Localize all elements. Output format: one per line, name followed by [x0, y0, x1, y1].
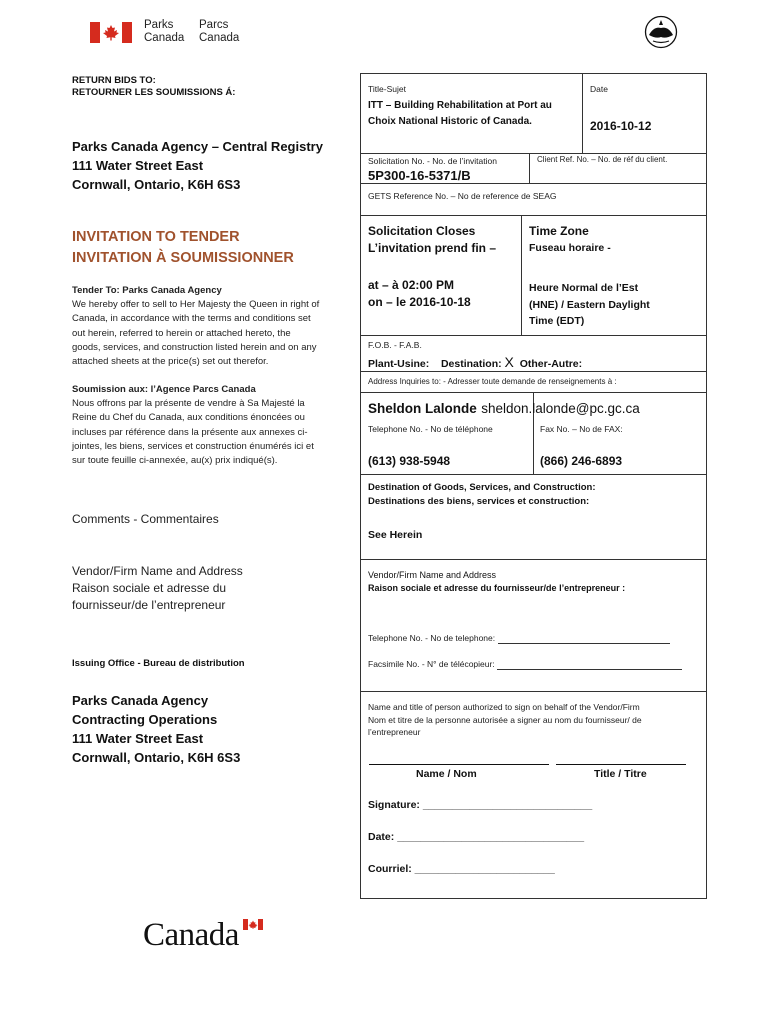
- facsimile-field[interactable]: [368, 659, 682, 670]
- destination-mark: X: [504, 354, 514, 370]
- authorized-line: Name and title of person authorized to sign on behalf of the Vendor/Firm: [368, 702, 640, 712]
- soumission-line: Nous offrons par la présente de vendre à Sa Majesté la: [72, 398, 305, 410]
- agency-en-line2: Canada: [144, 32, 185, 44]
- facsimile-label: Facsimile No. - N° de télécopieur:: [368, 659, 495, 669]
- registry-line: Cornwall, Ontario, K6H 6S3: [72, 177, 241, 192]
- return-bids-label: [72, 75, 235, 99]
- itt-heading-en: INVITATION TO TENDER: [72, 229, 240, 245]
- gets-reference-label: GETS Reference No. – No de reference de SEAG: [368, 191, 557, 201]
- signature-field[interactable]: [368, 799, 592, 811]
- time-zone-label: [529, 223, 611, 256]
- agency-fr-line1: Parcs: [199, 19, 229, 31]
- address-inquiries-label: Address Inquiries to: - Adresser toute demande de renseignements à :: [368, 377, 617, 386]
- issuing-line: Cornwall, Ontario, K6H 6S3: [72, 750, 241, 765]
- signature-label: Signature:: [368, 799, 423, 811]
- issuing-line: 111 Water Street East: [72, 731, 204, 746]
- canada-flag-icon: [90, 22, 132, 43]
- registry-line: Parks Canada Agency – Central Registry: [72, 139, 323, 154]
- tender-to-line: Canada, in accordance with the terms and conditions set: [72, 313, 311, 325]
- time-zone-en: Time Zone: [529, 224, 589, 238]
- contact-info: [368, 400, 640, 418]
- fax-value: (866) 246-6893: [540, 454, 623, 468]
- vendor-telephone-line[interactable]: [498, 633, 670, 644]
- courriel-field[interactable]: [368, 863, 555, 875]
- vendor-firm-label: [368, 569, 625, 594]
- signature-blank[interactable]: _____________________________: [422, 799, 593, 811]
- time-zone-fr: Fuseau horaire -: [529, 242, 611, 254]
- see-herein-text: See Herein: [368, 529, 423, 541]
- agency-fr-line2: Canada: [199, 32, 240, 44]
- vendor-line: Vendor/Firm Name and Address: [72, 564, 243, 578]
- agency-en-line1: Parks: [144, 19, 174, 31]
- contact-name: Sheldon Lalonde: [368, 401, 477, 416]
- telephone-label: Telephone No. - No de téléphone: [368, 424, 493, 434]
- vendor-line: Raison sociale et adresse du: [72, 581, 227, 595]
- closes-fr: L’invitation prend fin –: [368, 241, 497, 255]
- time-zone-value: [529, 280, 650, 330]
- wordmark-flag-icon: [243, 919, 263, 930]
- date-sig-blank[interactable]: ________________________________: [397, 831, 585, 843]
- tender-to-block: [72, 284, 357, 369]
- return-bids-fr: RETOURNER LES SOUMISSIONS Á:: [72, 87, 236, 98]
- facsimile-line[interactable]: [497, 659, 682, 670]
- client-ref-label: Client Ref. No. – No. de réf du client.: [537, 155, 668, 164]
- solicitation-closes-label: [368, 223, 496, 257]
- date-sig-label: Date:: [368, 831, 398, 843]
- title-value-line: Choix National Historic of Canada.: [368, 116, 532, 127]
- solicitation-no-value: 5P300-16-5371/B: [368, 168, 471, 183]
- title-value: [368, 98, 552, 130]
- canada-wordmark-text: Canada: [143, 917, 239, 953]
- date-label: Date: [590, 84, 608, 94]
- title-label: Title-Sujet: [368, 84, 406, 94]
- fax-label: Fax No. – No de FAX:: [540, 424, 623, 434]
- tender-to-line: attached sheets at the price(s) set out therefor.: [72, 356, 269, 368]
- other-autre-label: Other-Autre:: [519, 358, 583, 370]
- vendor-line: fournisseur/de l’entrepreneur: [72, 598, 226, 612]
- vendor-telephone-label: Telephone No. - No de telephone:: [368, 633, 496, 643]
- closing-date: on – le 2016-10-18: [368, 295, 471, 309]
- soumission-line: incluses par référence dans la présente aux annexes ci-: [72, 426, 308, 438]
- tender-form-box: [360, 73, 707, 899]
- solicitation-no-label: Solicitation No. - No. de l’invitation: [368, 156, 497, 166]
- date-value: 2016-10-12: [590, 119, 652, 133]
- title-sig-label: Title / Titre: [594, 768, 647, 780]
- date-sig-field[interactable]: [368, 831, 584, 843]
- fob-options: [368, 356, 582, 370]
- title-signature-line[interactable]: [556, 764, 686, 765]
- tender-to-line: goods, services, and construction listed herein and on any: [72, 341, 317, 353]
- parks-canada-beaver-logo-icon: [644, 15, 678, 49]
- closing-datetime: [368, 277, 471, 311]
- registry-line: 111 Water Street East: [72, 158, 204, 173]
- tender-to-label: Tender To: Parks Canada Agency: [72, 285, 222, 296]
- closes-en: Solicitation Closes: [368, 224, 476, 238]
- itt-heading: [72, 227, 294, 269]
- tz-line: Time (EDT): [529, 315, 585, 327]
- return-bids-en: RETURN BIDS TO:: [72, 75, 156, 86]
- closing-time: at – à 02:00 PM: [368, 278, 455, 292]
- agency-name-fr: [199, 19, 239, 45]
- tender-to-line: We hereby offer to sell to Her Majesty the Queen in right of: [72, 299, 320, 311]
- contact-email: sheldon.lalonde@pc.gc.ca: [481, 401, 640, 416]
- authorized-person-label: [368, 701, 642, 739]
- soumission-label: Soumission aux: l’Agence Parcs Canada: [72, 384, 256, 395]
- vendor-label-left: [72, 563, 243, 614]
- name-label: Name / Nom: [416, 768, 477, 780]
- title-value-line: ITT – Building Rehabilitation at Port au: [368, 100, 552, 111]
- agency-name-en: [144, 19, 184, 45]
- destination-label: Destination:: [440, 358, 502, 370]
- authorized-line: l’entrepreneur: [368, 727, 421, 737]
- canada-wordmark: [143, 917, 265, 953]
- tz-line: Heure Normal de l’Est: [529, 282, 639, 294]
- vendor-telephone-field[interactable]: [368, 633, 670, 644]
- destination-goods-line: Destinations des biens, services et construction:: [368, 495, 590, 507]
- name-signature-line[interactable]: [369, 764, 549, 765]
- registry-address: [72, 137, 323, 194]
- destination-goods-line: Destination of Goods, Services, and Construction:: [368, 482, 596, 493]
- soumission-line: sur toute feuille ci-annexée, au(x) prix indiqué(s).: [72, 455, 278, 467]
- soumission-block: [72, 383, 357, 468]
- destination-goods-label: [368, 481, 596, 508]
- courriel-label: Courriel:: [368, 863, 415, 875]
- plant-usine-label: Plant-Usine:: [368, 358, 430, 370]
- telephone-value: (613) 938-5948: [368, 454, 451, 468]
- comments-label: Comments - Commentaires: [72, 512, 219, 526]
- tz-line: (HNE) / Eastern Daylight: [529, 298, 650, 311]
- authorized-line: Nom et titre de la personne autorisée a signer au nom du fournisseur/ de: [368, 714, 642, 725]
- issuing-line: Contracting Operations: [72, 712, 218, 727]
- vendor-firm-line: Vendor/Firm Name and Address: [368, 570, 497, 580]
- soumission-line: jointes, les biens, services et construction énumérés ici et: [72, 440, 314, 452]
- tender-to-line: out herein, referred to herein or attached hereto, the: [72, 327, 291, 339]
- vendor-firm-line: Raison sociale et adresse du fournisseur/de l’entrepreneur :: [368, 582, 626, 593]
- courriel-blank[interactable]: ________________________: [414, 863, 555, 875]
- issuing-office-label: Issuing Office - Bureau de distribution: [72, 658, 245, 669]
- issuing-address: [72, 691, 240, 767]
- fob-label: F.O.B. - F.A.B.: [368, 340, 422, 350]
- soumission-line: Reine du Chef du Canada, aux conditions énoncées ou: [72, 412, 305, 424]
- issuing-line: Parks Canada Agency: [72, 693, 209, 708]
- itt-heading-fr: INVITATION À SOUMISSIONNER: [72, 250, 294, 266]
